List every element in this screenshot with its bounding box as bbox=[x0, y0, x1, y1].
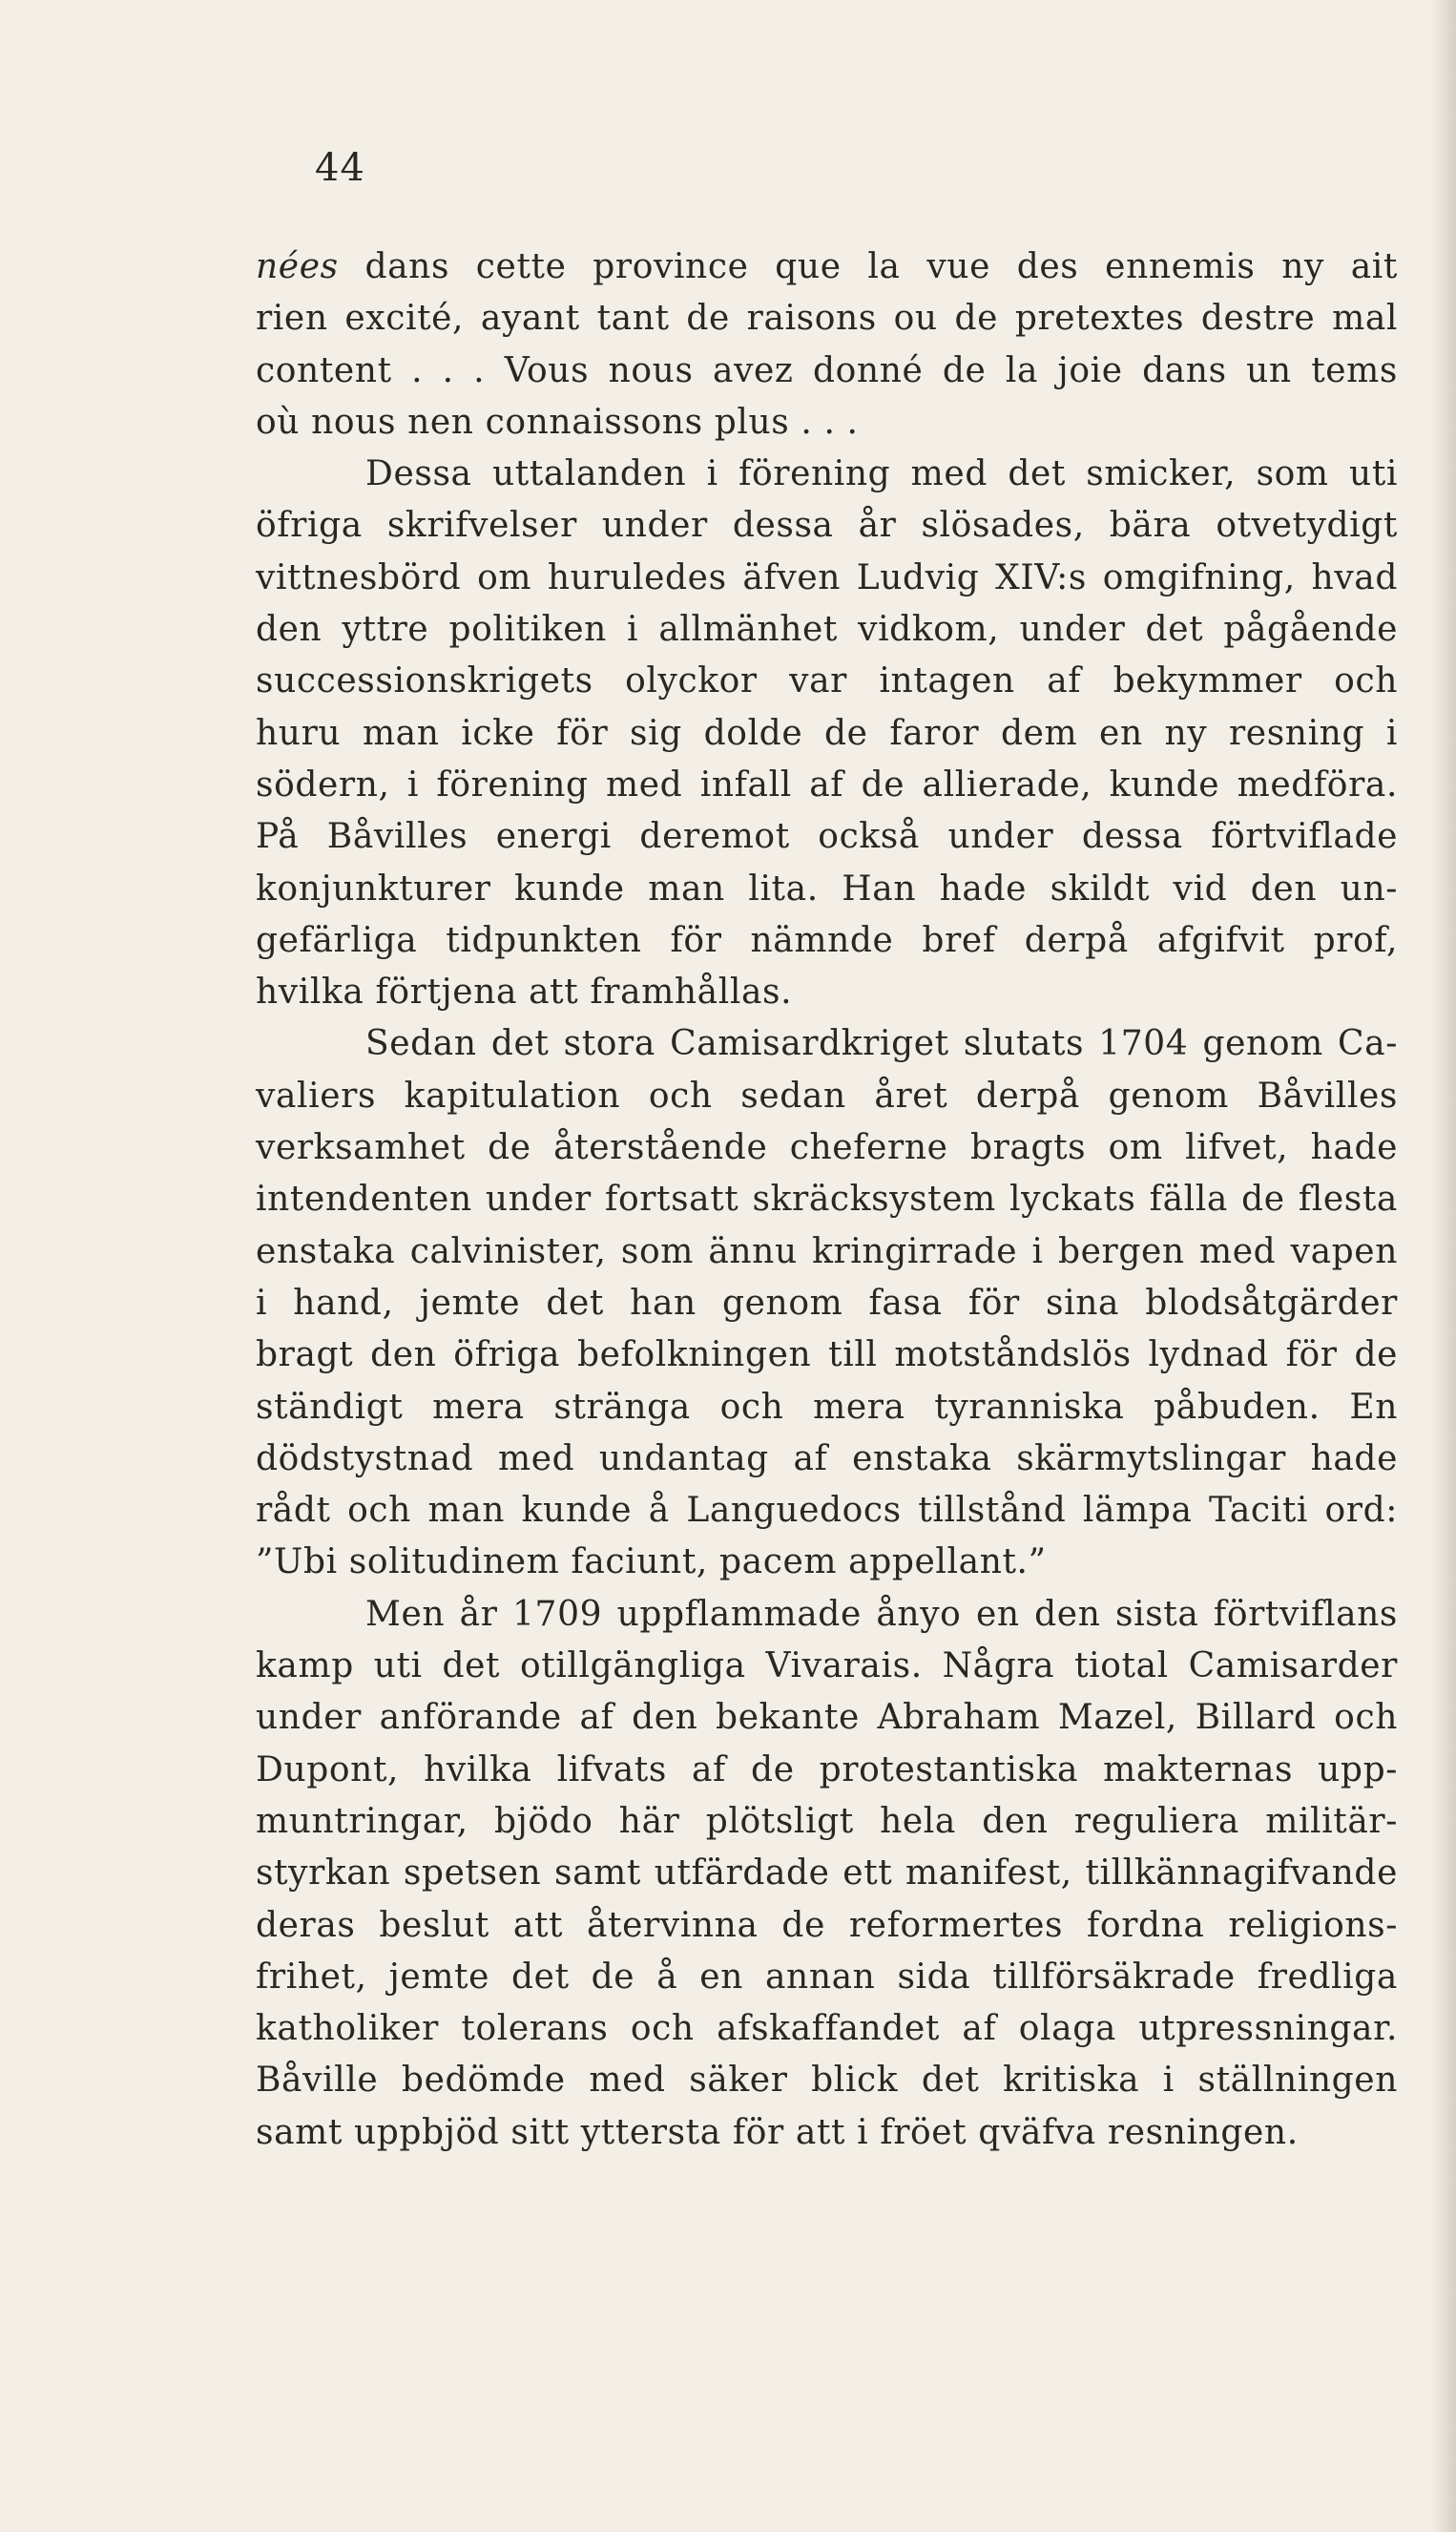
page-edge-shadow bbox=[1431, 0, 1456, 2532]
text-line: Sedan det stora Camisardkriget slutats 1704 genom Ca- bbox=[365, 1024, 1398, 1064]
text-line: öfriga skrifvelser under dessa år slösades, bära otvetydigt bbox=[256, 506, 1398, 546]
text-line: valiers kapitulation och sedan året derpå genom Båvilles bbox=[256, 1076, 1398, 1116]
text-line: successionskrigets olyckor var intagen af bekymmer och bbox=[256, 661, 1398, 701]
text-line: kamp uti det otillgängliga Vivarais. Några tiotal Camisarder bbox=[256, 1646, 1398, 1686]
text-line: katholiker tolerans och afskaffandet af olaga utpressningar. bbox=[256, 2009, 1398, 2049]
text-line: ständigt mera stränga och mera tyranniska påbuden. En bbox=[256, 1387, 1398, 1427]
text-line: Dupont, hvilka lifvats af de protestantiska makternas upp- bbox=[256, 1749, 1398, 1789]
text-line: samt uppbjöd sitt yttersta för att i fröet qväfva resningen. bbox=[256, 2112, 1299, 2152]
italic-word: nées bbox=[256, 247, 339, 286]
text-line: gefärliga tidpunkten för nämnde bref derpå afgifvit prof, bbox=[256, 920, 1398, 960]
text-line: frihet, jemte det de å en annan sida tillförsäkrade fredliga bbox=[256, 1957, 1398, 1997]
text-line: under anförande af den bekante Abraham Mazel, Billard och bbox=[256, 1698, 1398, 1738]
text-line: verksamhet de återstående cheferne bragts om lifvet, hade bbox=[256, 1128, 1398, 1168]
line-text: dans cette province que la vue des ennemis ny ait bbox=[338, 247, 1398, 286]
text-line: rien excité, ayant tant de raisons ou de pretextes destre mal bbox=[256, 299, 1398, 339]
text-line: muntringar, bjödo här plötsligt hela den reguliera militär- bbox=[256, 1801, 1398, 1841]
text-line: bragt den öfriga befolkningen till motståndslös lydnad för de bbox=[256, 1335, 1398, 1375]
text-line: Men år 1709 uppflammade ånyo en den sista förtviflans bbox=[365, 1594, 1398, 1634]
text-line: hvilka förtjena att framhållas. bbox=[256, 973, 793, 1013]
text-line: styrkan spetsen samt utfärdade ett manifest, tillkännagifvande bbox=[256, 1853, 1398, 1894]
text-line: På Båvilles energi deremot också under dessa förtviflade bbox=[256, 817, 1398, 857]
text-line: intendenten under fortsatt skräcksystem lyckats fälla de flesta bbox=[256, 1180, 1398, 1220]
text-line: huru man icke för sig dolde de faror dem en ny resning i bbox=[256, 713, 1398, 753]
text-line: konjunkturer kunde man lita. Han hade skildt vid den un- bbox=[256, 868, 1398, 909]
text-line: vittnesbörd om huruledes äfven Ludvig XIV:s omgifning, hvad bbox=[256, 557, 1398, 597]
text-line: södern, i förening med infall af de allierade, kunde medföra. bbox=[256, 764, 1398, 805]
text-line: où nous nen connaissons plus . . . bbox=[256, 402, 859, 442]
text-line: dödstystnad med undantag af enstaka skärmytslingar hade bbox=[256, 1438, 1398, 1478]
text-line: Dessa uttalanden i förening med det smicker, som uti bbox=[365, 454, 1398, 494]
body-text bbox=[256, 241, 1398, 2159]
text-line: content . . . Vous nous avez donné de la joie dans un tems bbox=[256, 350, 1398, 390]
page-number: 44 bbox=[315, 146, 365, 190]
text-line: Båville bedömde med säker blick det kritiska i ställningen bbox=[256, 2061, 1398, 2101]
text-line: enstaka calvinister, som ännu kringirrade i bergen med vapen bbox=[256, 1231, 1398, 1271]
text-line: deras beslut att återvinna de reformertes fordna religions- bbox=[256, 1905, 1398, 1945]
text-line: i hand, jemte det han genom fasa för sina blodsåtgärder bbox=[256, 1283, 1398, 1323]
text-line: den yttre politiken i allmänhet vidkom, under det pågående bbox=[256, 610, 1398, 650]
text-line: ”Ubi solitudinem faciunt, pacem appellant.” bbox=[256, 1542, 1047, 1582]
text-line: rådt och man kunde å Languedocs tillstånd lämpa Taciti ord: bbox=[256, 1491, 1398, 1531]
text-line bbox=[256, 241, 1398, 293]
